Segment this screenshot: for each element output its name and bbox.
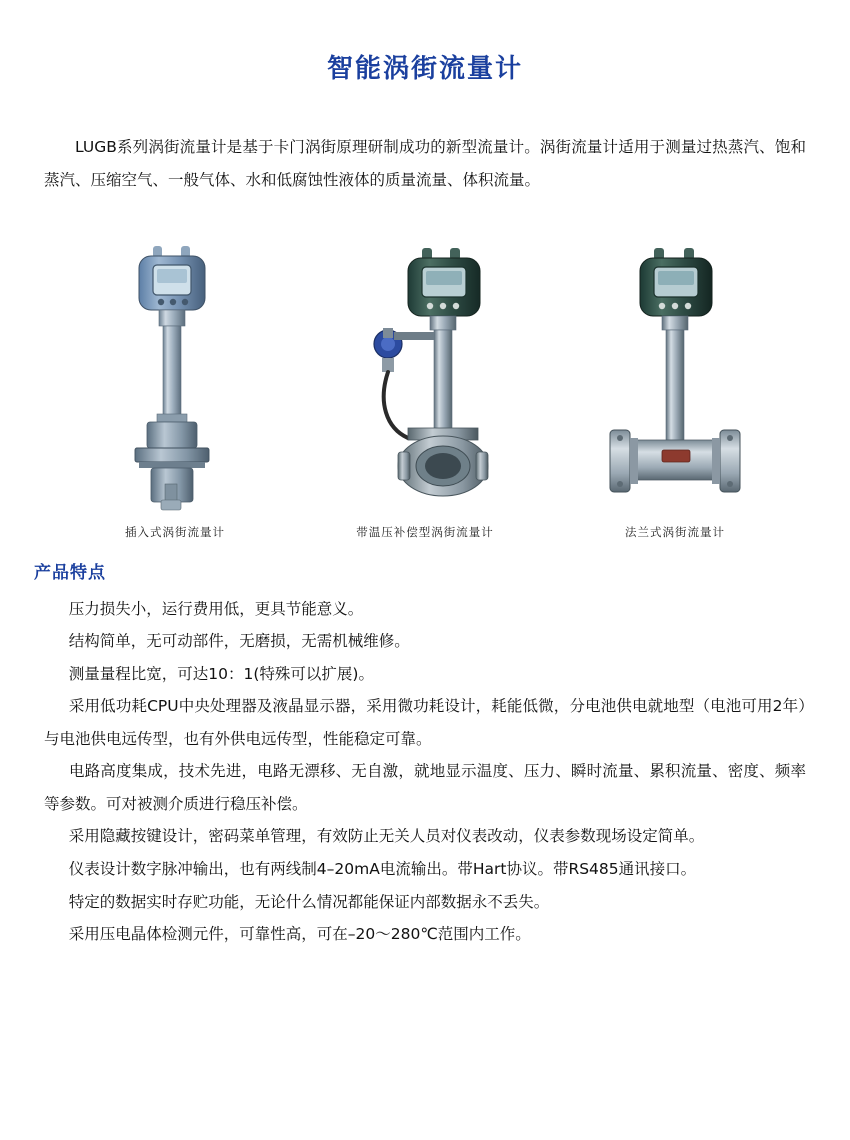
feature-item — [44, 853, 806, 886]
product-caption-2: 带温压补偿型涡街流量计 — [356, 524, 494, 539]
intro-paragraph — [30, 131, 820, 198]
features-list — [30, 593, 820, 951]
insertion-vortex-flowmeter-image — [95, 232, 255, 512]
document-page — [0, 48, 850, 1140]
product-caption-1: 插入式涡街流量计 — [125, 524, 225, 539]
feature-text: 结构简单，无可动部件，无磨损，无需机械维修。 — [68, 632, 410, 651]
temperature-pressure-compensated-vortex-flowmeter-image — [330, 232, 520, 512]
product-item-1 — [55, 220, 295, 540]
feature-text: 采用压电晶体检测元件，可靠性高，可在–20～280℃范围内工作。 — [68, 925, 531, 944]
feature-item — [44, 755, 806, 820]
feature-text: 特定的数据实时存贮功能，无论什么情况都能保证内部数据永不丢失。 — [68, 892, 550, 911]
feature-item — [44, 625, 806, 658]
product-item-2 — [305, 220, 545, 540]
feature-text: 测量量程比宽，可达10：1(特殊可以扩展)。 — [68, 664, 374, 683]
feature-item — [44, 886, 806, 919]
feature-item — [44, 918, 806, 951]
feature-item — [44, 820, 806, 853]
product-caption-3: 法兰式涡街流量计 — [625, 524, 725, 539]
feature-text: 电路高度集成，技术先进，电路无漂移、无自激，就地显示温度、压力、瞬时流量、累积流量、密度、频率等参数。可对被测介质进行稳压补偿。 — [44, 762, 806, 813]
product-item-3 — [555, 220, 795, 540]
intro-text: LUGB系列涡街流量计是基于卡门涡街原理研制成功的新型流量计。涡街流量计适用于测量过热蒸汽、饱和蒸汽、压缩空气、一般气体、水和低腐蚀性液体的质量流量、体积流量。 — [44, 138, 806, 190]
feature-item — [44, 658, 806, 691]
product-image-row — [30, 220, 820, 540]
feature-text: 仪表设计数字脉冲输出，也有两线制4–20mA电流输出。带Hart协议。带RS485通讯接口。 — [68, 860, 697, 878]
feature-item — [44, 690, 806, 755]
page-title: 智能涡街流量计 — [326, 54, 523, 84]
feature-text: 采用隐藏按键设计，密码菜单管理，有效防止无关人员对仪表改动，仪表参数现场设定简单。 — [68, 827, 705, 846]
flange-vortex-flowmeter-image — [580, 232, 770, 512]
feature-text: 压力损失小，运行费用低，更具节能意义。 — [68, 599, 364, 618]
feature-item — [44, 593, 806, 626]
feature-text: 采用低功耗CPU中央处理器及液晶显示器，采用微功耗设计，耗能低微，分电池供电就地型（电池可用2年）与电池供电远传型，也有外供电远传型，性能稳定可靠。 — [44, 697, 806, 748]
features-section-heading: 产品特点 — [34, 562, 106, 583]
